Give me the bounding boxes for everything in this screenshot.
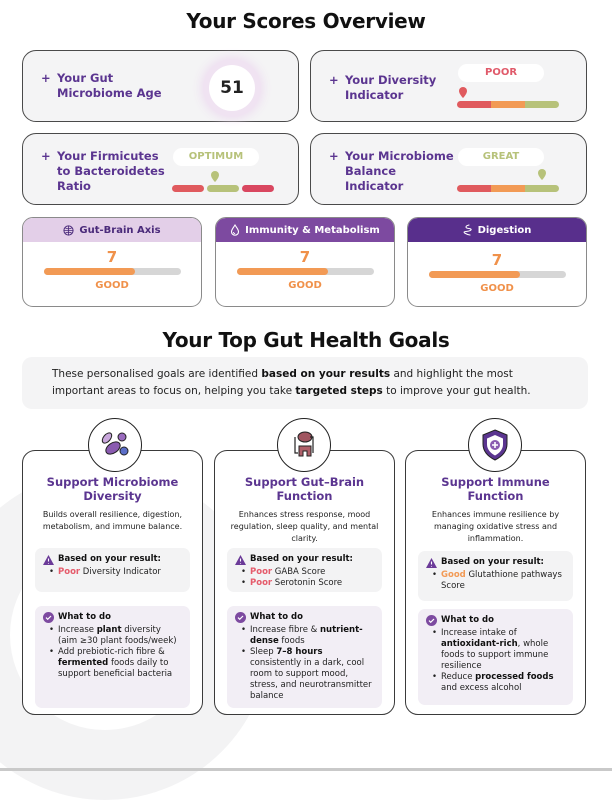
status-scale-bar xyxy=(172,185,274,192)
category-progress-bar xyxy=(429,271,566,278)
result-item: • Poor Diversity Indicator xyxy=(49,567,182,578)
todo-item: • Sleep 7–8 hours consistently in a dark, cool room to support mood, stress, and neurotransmitter balance xyxy=(241,647,374,702)
todo-box: What to do • Increase fibre & nutrient-dense foods • Sleep 7–8 hours consistently in a dark, cool room to support mood, stress, and neurotransmitter balance xyxy=(227,606,382,708)
shield-plus-icon xyxy=(468,418,522,472)
expand-plus-icon: + xyxy=(329,73,339,87)
expand-plus-icon: + xyxy=(41,149,51,163)
expand-plus-icon: + xyxy=(41,71,51,85)
score-label: + Your Diversity Indicator xyxy=(329,73,437,102)
category-score: 7 xyxy=(299,248,311,266)
goal-description: Builds overall resilience, digestion, metabolism, and immune balance. xyxy=(42,510,183,531)
marker-pin-icon xyxy=(459,87,467,98)
warning-icon xyxy=(235,555,246,565)
category-progress-bar xyxy=(237,268,374,275)
goal-title: Support Immune Function xyxy=(441,475,550,503)
category-status: GOOD xyxy=(480,283,514,294)
goal-description: Enhances stress response, mood regulation, sleep quality, and mental clarity. xyxy=(230,510,379,543)
goal-card-immune-function xyxy=(405,450,586,715)
category-header: Immunity & Metabolism xyxy=(216,218,394,242)
check-circle-icon xyxy=(426,615,437,626)
marker-pin-icon xyxy=(211,171,219,182)
score-card-diversity-indicator[interactable] xyxy=(310,50,587,122)
result-item: • Poor GABA Score xyxy=(241,567,374,578)
todo-item: • Increase fibre & nutrient-dense foods xyxy=(241,625,374,647)
score-label: + Your Microbiome Balance Indicator xyxy=(329,149,454,193)
todo-item: • Increase plant diversity (aim ≥30 plant foods/week) xyxy=(49,625,182,647)
category-progress-bar xyxy=(44,268,181,275)
marker-pin-icon xyxy=(538,169,546,180)
microbiome-age-value: 51 xyxy=(209,65,255,111)
result-item: • Good Glutathione pathways Score xyxy=(432,570,565,592)
goals-intro-text: These personalised goals are identified based on your results and highlight the most important areas to focus on, helping you take targeted steps to improve your gut health. xyxy=(22,357,588,409)
drop-icon xyxy=(230,224,240,236)
category-status: GOOD xyxy=(288,280,322,291)
status-scale-bar xyxy=(457,101,559,108)
check-circle-icon xyxy=(235,612,246,623)
category-card-gut-brain-axis[interactable] xyxy=(22,217,202,307)
category-score: 7 xyxy=(106,248,118,266)
category-score: 7 xyxy=(491,251,503,269)
warning-icon xyxy=(43,555,54,565)
score-label: + Your Gut Microbiome Age xyxy=(41,71,162,100)
category-card-immunity-metabolism[interactable] xyxy=(215,217,395,307)
goal-title: Support Gut–Brain Function xyxy=(244,475,365,503)
result-box: Based on your result: • Poor Diversity Indicator xyxy=(35,548,190,592)
score-label: + Your Firmicutes to Bacteroidetes Ratio xyxy=(41,149,165,193)
goal-title: Support Microbiome Diversity xyxy=(46,475,179,503)
category-header: Gut-Brain Axis xyxy=(23,218,201,242)
goals-section-title: Your Top Gut Health Goals xyxy=(162,328,450,352)
score-card-microbiome-age[interactable] xyxy=(22,50,299,122)
check-circle-icon xyxy=(43,612,54,623)
brain-globe-icon xyxy=(63,225,74,236)
category-header: Digestion xyxy=(408,218,586,242)
status-badge: POOR xyxy=(458,64,544,82)
todo-box: What to do • Increase intake of antioxidant-rich, whole foods to support immune resilience • Reduce processed foods and excess alcohol xyxy=(418,609,573,705)
microbes-icon xyxy=(88,418,142,472)
status-badge: OPTIMUM xyxy=(173,148,259,166)
expand-plus-icon: + xyxy=(329,149,339,163)
todo-item: • Reduce processed foods and excess alcohol xyxy=(432,672,565,694)
status-scale-bar xyxy=(457,185,559,192)
gut-brain-cycle-icon xyxy=(277,418,331,472)
status-badge: GREAT xyxy=(458,148,544,166)
todo-box: What to do • Increase plant diversity (aim ≥30 plant foods/week) • Add prebiotic-rich fibre & fermented foods daily to support beneficial bacteria xyxy=(35,606,190,708)
todo-item: • Add prebiotic-rich fibre & fermented foods daily to support beneficial bacteria xyxy=(49,647,182,680)
score-card-firmicutes-bacteroidetes-ratio[interactable] xyxy=(22,133,299,205)
scores-overview-title: Your Scores Overview xyxy=(186,9,426,33)
score-card-microbiome-balance-indicator[interactable] xyxy=(310,133,587,205)
category-card-digestion[interactable] xyxy=(407,217,587,307)
category-status: GOOD xyxy=(95,280,129,291)
result-box: Based on your result: • Good Glutathione pathways Score xyxy=(418,551,573,601)
goal-card-gut-brain-function xyxy=(214,450,395,715)
todo-item: • Increase intake of antioxidant-rich, whole foods to support immune resilience xyxy=(432,628,565,672)
result-item: • Poor Serotonin Score xyxy=(241,578,374,589)
goal-description: Enhances immune resilience by managing oxidative stress and inflammation. xyxy=(431,510,560,543)
intestine-icon xyxy=(463,224,473,236)
warning-icon xyxy=(426,558,437,568)
goal-card-microbiome-diversity xyxy=(22,450,203,715)
result-box: Based on your result: • Poor GABA Score • Poor Serotonin Score xyxy=(227,548,382,592)
